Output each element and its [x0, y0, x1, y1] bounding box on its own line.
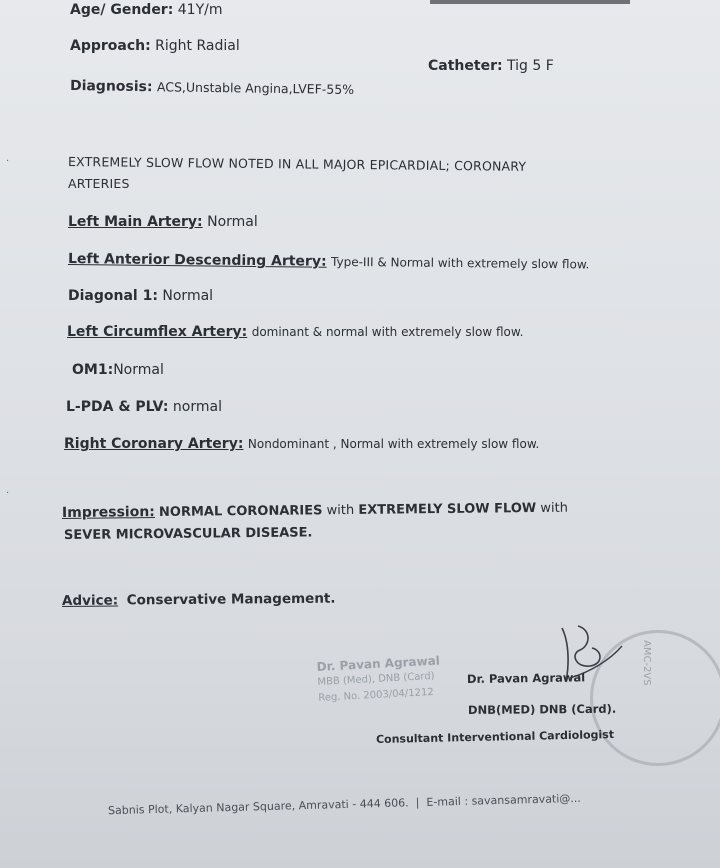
footer-separator: | [412, 795, 424, 810]
finding-diagonal [68, 288, 213, 304]
footer [108, 792, 581, 817]
findings-summary-line2: ARTERIES [68, 176, 130, 191]
impression-text-4: with [540, 500, 568, 516]
finding-lpda-plv [66, 399, 222, 415]
finding-rca [64, 436, 539, 452]
age-gender-value: 41Y/m [177, 2, 223, 18]
finding-label: Left Circumflex Artery: [67, 324, 248, 340]
catheter-row [428, 58, 554, 74]
advice-label: Advice: [61, 592, 119, 609]
impression-text-2: with [326, 502, 355, 519]
finding-label: L-PDA & PLV: [66, 399, 169, 415]
catheter-label: Catheter: [428, 58, 503, 74]
finding-value: Normal [162, 288, 214, 304]
footer-address: Sabnis Plot, Kalyan Nagar Square, Amravati - 444 606. [107, 796, 409, 818]
stamp-line2: MBB (Med), DNB (Card) [317, 670, 435, 688]
footer-email-label: E-mail : [426, 794, 469, 809]
advice-row [62, 591, 336, 609]
seal-text: AMC-2VS [641, 640, 652, 686]
diagnosis-row [70, 78, 354, 98]
finding-om1 [72, 362, 164, 378]
catheter-value: Tig 5 F [507, 58, 554, 74]
finding-label: Diagonal 1: [68, 288, 158, 304]
age-gender-label: Age/ Gender: [70, 2, 174, 18]
finding-value: Normal [207, 214, 258, 230]
punch-mark: · [6, 488, 10, 499]
stamp-line1: Dr. Pavan Agrawal [316, 653, 441, 674]
impression-row [62, 500, 568, 521]
diagnosis-label: Diagnosis: [69, 78, 153, 96]
finding-value: Type-III & Normal with extremely slow flow. [330, 254, 590, 272]
finding-label: Left Main Artery: [68, 214, 203, 230]
finding-lad [68, 251, 590, 272]
finding-left-main [68, 214, 258, 230]
punch-mark: · [6, 156, 10, 167]
finding-lcx [67, 324, 523, 340]
impression-text-1: NORMAL CORONARIES [158, 503, 323, 520]
finding-value: normal [172, 399, 222, 415]
doctor-stamp [316, 651, 469, 729]
diagnosis-value: ACS,Unstable Angina,LVEF-55% [156, 79, 355, 97]
handwritten-signature [540, 620, 660, 700]
impression-text-3: EXTREMELY SLOW FLOW [358, 501, 537, 518]
stamp-line3: Reg. No. 2003/04/1212 [318, 686, 434, 704]
approach-value: Right Radial [155, 38, 240, 54]
finding-label: Right Coronary Artery: [64, 436, 244, 452]
findings-summary-line1: EXTREMELY SLOW FLOW NOTED IN ALL MAJOR EPICARDIAL; CORONARY [67, 154, 527, 174]
doctor-title: Consultant Interventional Cardiologist [375, 728, 615, 746]
approach-row [70, 38, 240, 54]
finding-value: Nondominant , Normal with extremely slow flow. [247, 437, 540, 451]
impression-line2: SEVER MICROVASCULAR DISEASE. [63, 525, 313, 543]
age-gender-row [70, 2, 223, 18]
header-edge [430, 0, 630, 4]
doctor-name: Dr. Pavan Agrawal [466, 670, 586, 686]
finding-label: Left Anterior Descending Artery: [67, 251, 327, 270]
advice-text: Conservative Management. [126, 590, 336, 609]
finding-value: dominant & normal with extremely slow flow. [251, 325, 524, 339]
finding-value: Normal [113, 362, 164, 378]
doctor-qualification: DNB(MED) DNB (Card). [467, 701, 617, 717]
impression-label: Impression: [61, 504, 155, 521]
finding-label: OM1: [72, 362, 114, 378]
footer-email-value: savansamravati@... [471, 791, 581, 808]
approach-label: Approach: [70, 38, 151, 54]
